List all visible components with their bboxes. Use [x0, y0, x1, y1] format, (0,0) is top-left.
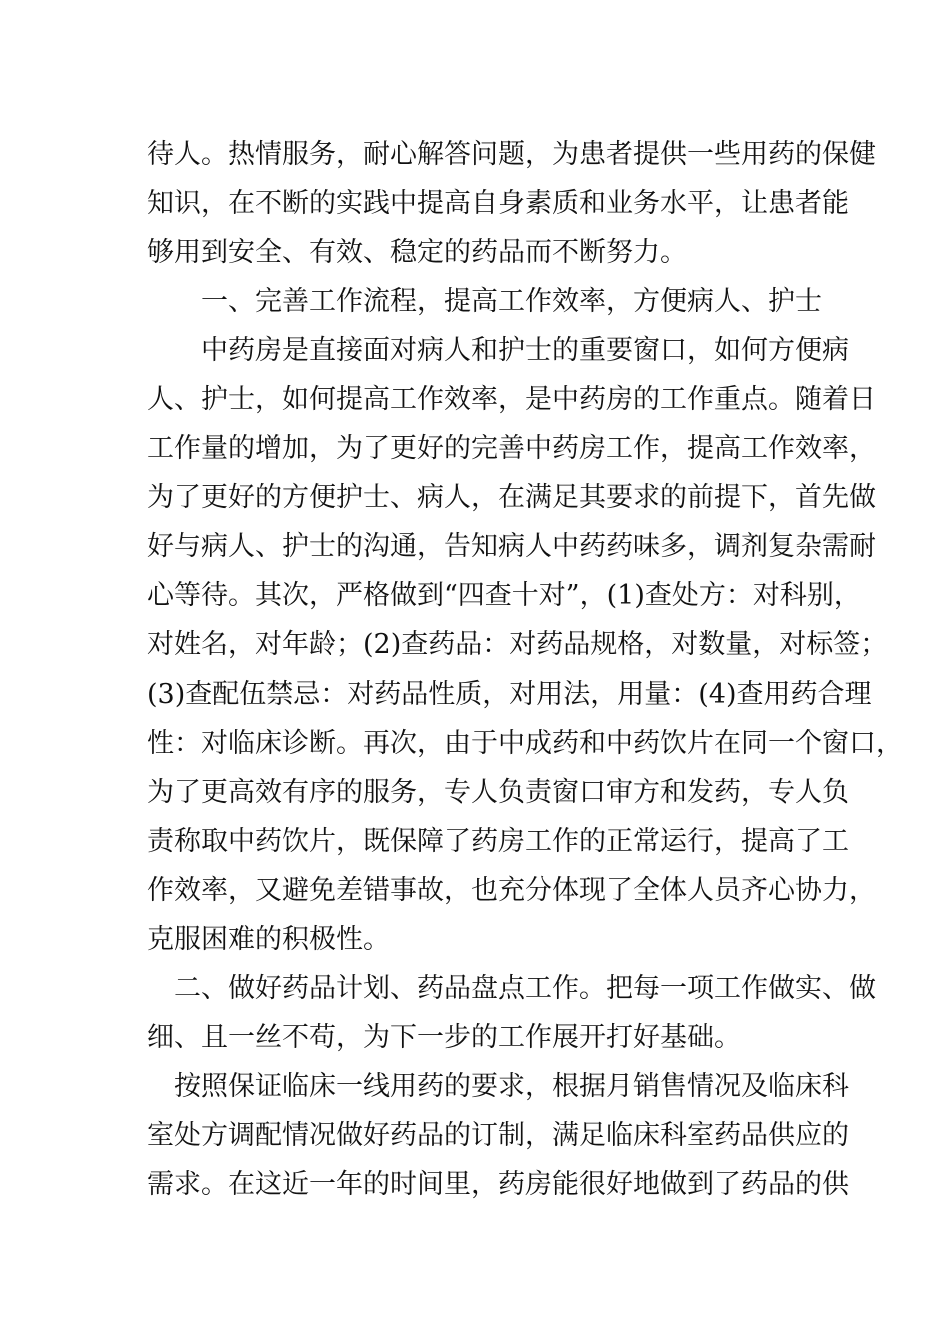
section-heading-2: 二、做好药品计划、药品盘点工作。把每一项工作做实、做: [174, 972, 876, 1004]
text-line: 知识，在不断的实践中提高自身素质和业务水平，让患者能: [147, 188, 849, 220]
text-line: (3)查配伍禁忌：对药品性质，对用法，用量：(4)查用药合理: [147, 678, 872, 710]
text-line: 待人。热情服务，耐心解答问题，为患者提供一些用药的保健: [147, 139, 876, 170]
text-line: 需求。在这近一年的时间里，药房能很好地做到了药品的供: [147, 1168, 849, 1200]
text-line: 工作量的增加，为了更好的完善中药房工作，提高工作效率，: [147, 433, 876, 465]
text-line: 作效率，又避免差错事故，也充分体现了全体人员齐心协力，: [147, 874, 876, 906]
text-line: 为了更好的方便护士、病人，在满足其要求的前提下，首先做: [147, 482, 876, 514]
text-line: 人、护士，如何提高工作效率，是中药房的工作重点。随着日: [147, 384, 876, 416]
text-line: 中药房是直接面对病人和护士的重要窗口，如何方便病: [201, 335, 849, 367]
text-line: 好与病人、护士的沟通，告知病人中药药味多，调剂复杂需耐: [147, 531, 876, 563]
text-line: 室处方调配情况做好药品的订制，满足临床科室药品供应的: [147, 1119, 849, 1151]
text-line: 按照保证临床一线用药的要求，根据月销售情况及临床科: [174, 1070, 849, 1102]
text-line: 够用到安全、有效、稳定的药品而不断努力。: [147, 237, 687, 269]
text-line: 为了更高效有序的服务，专人负责窗口审方和发药，专人负: [147, 776, 849, 808]
text-line: 对姓名，对年龄；(2)查药品：对药品规格，对数量，对标签；: [147, 629, 888, 661]
document-body: [147, 130, 903, 1209]
text-line: 细、且一丝不苟，为下一步的工作展开打好基础。: [147, 1021, 741, 1053]
text-line: 责称取中药饮片，既保障了药房工作的正常运行，提高了工: [147, 825, 849, 857]
section-heading-1: 一、完善工作流程，提高工作效率，方便病人、护士: [201, 286, 822, 318]
text-line: 心等待。其次，严格做到“四查十对”，(1)查处方：对科别，: [147, 580, 861, 612]
text-line: 克服困难的积极性。: [147, 923, 390, 955]
text-line: 性：对临床诊断。再次，由于中成药和中药饮片在同一个窗口，: [147, 727, 903, 759]
